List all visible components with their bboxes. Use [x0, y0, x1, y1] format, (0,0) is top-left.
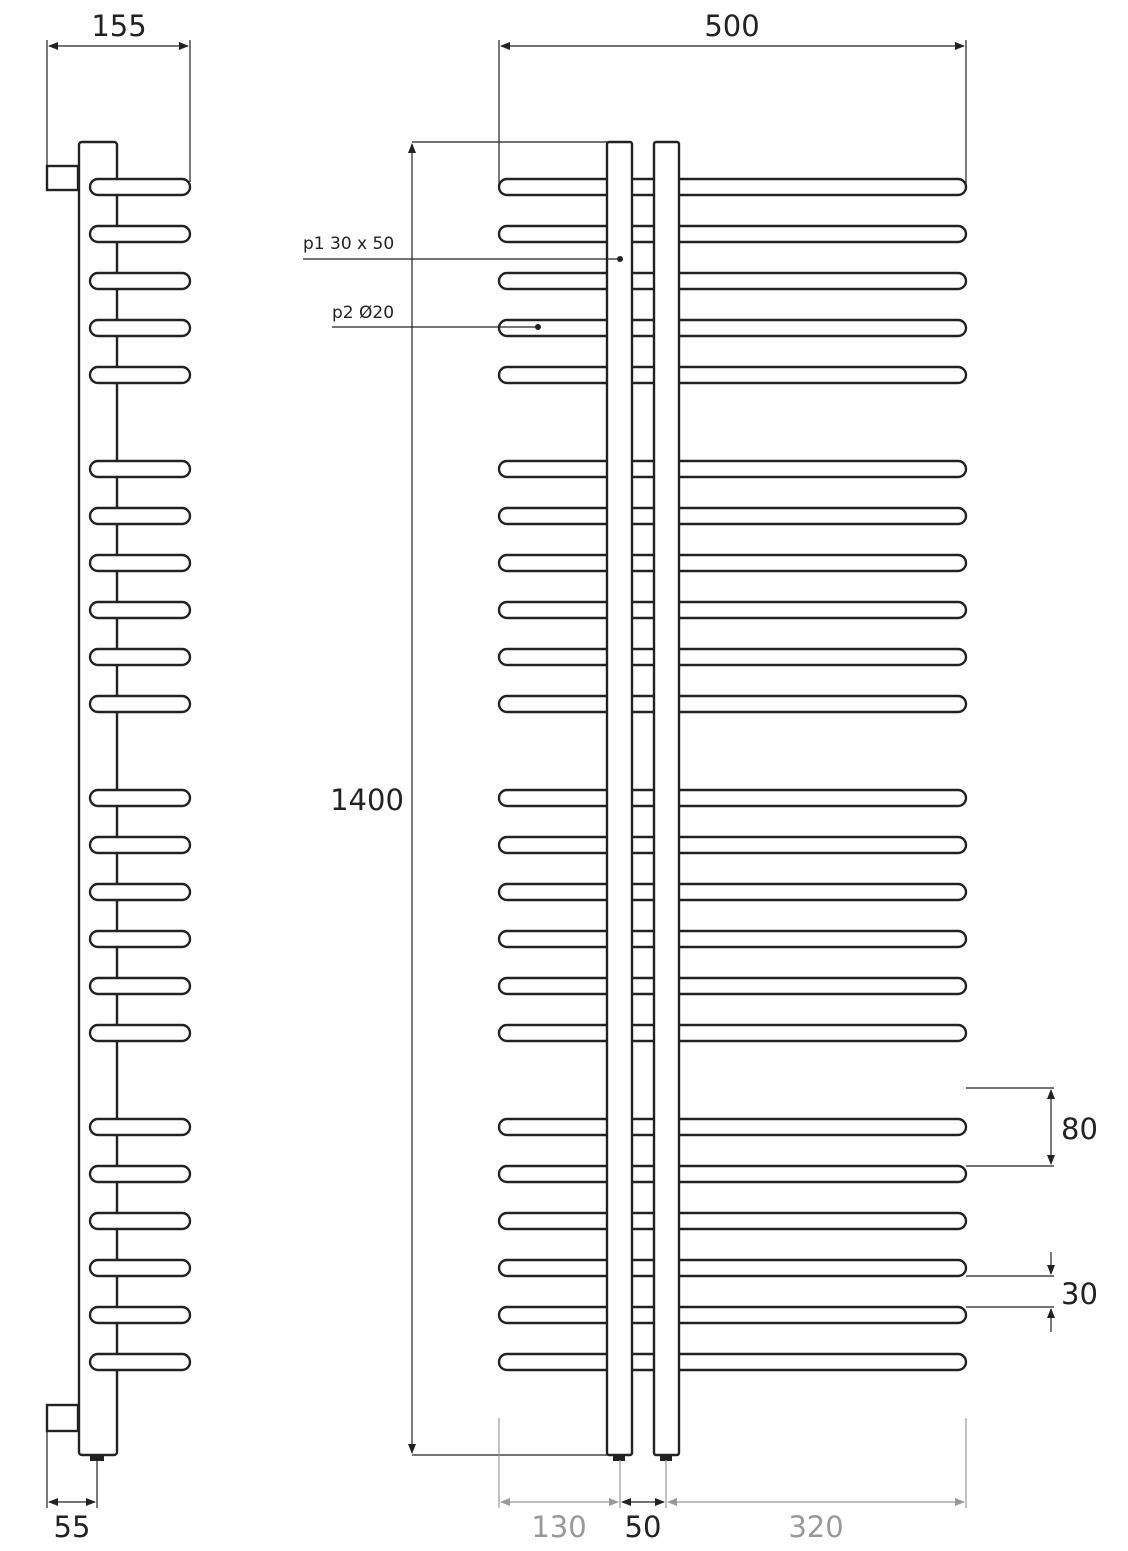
front-bar — [499, 649, 966, 665]
side-bar — [90, 555, 190, 571]
front-bar — [499, 931, 966, 947]
side-view — [47, 9, 190, 1544]
side-bar — [90, 1354, 190, 1370]
front-bar — [499, 1354, 966, 1370]
side-bar — [90, 790, 190, 806]
front-bar — [499, 226, 966, 242]
side-bar — [90, 1025, 190, 1041]
side-top-bracket — [47, 166, 78, 190]
side-bar — [90, 837, 190, 853]
profile-p1-label: p1 30 x 50 — [303, 234, 395, 254]
front-collector-right — [654, 142, 679, 1455]
side-bar — [90, 931, 190, 947]
front-bar — [499, 508, 966, 524]
side-bar — [90, 1119, 190, 1135]
side-bar — [90, 367, 190, 383]
side-bar — [90, 1260, 190, 1276]
side-depth-label: 155 — [91, 9, 147, 43]
front-bar — [499, 273, 966, 289]
front-bar — [499, 367, 966, 383]
front-bar — [499, 1213, 966, 1229]
side-bar — [90, 1166, 190, 1182]
side-bar — [90, 696, 190, 712]
bar-gap-label: 30 — [1061, 1277, 1098, 1311]
side-bar — [90, 461, 190, 477]
side-bar — [90, 1213, 190, 1229]
front-bar — [499, 602, 966, 618]
front-bar — [499, 179, 966, 195]
side-bar — [90, 649, 190, 665]
front-bar — [499, 837, 966, 853]
front-collector-left — [607, 142, 632, 1455]
left-offset-label: 130 — [531, 1510, 587, 1544]
wall-offset-label: 55 — [53, 1510, 91, 1544]
side-bar — [90, 179, 190, 195]
side-bar — [90, 320, 190, 336]
front-bar — [499, 884, 966, 900]
front-bar — [499, 320, 966, 336]
side-bar — [90, 602, 190, 618]
front-bar — [499, 1260, 966, 1276]
front-view — [303, 9, 1098, 1544]
front-bars — [499, 179, 966, 1370]
group-gap-label: 80 — [1061, 1112, 1098, 1146]
front-bar — [499, 978, 966, 994]
front-bar — [499, 1166, 966, 1182]
front-bar — [499, 696, 966, 712]
front-bar — [499, 1119, 966, 1135]
side-bar — [90, 226, 190, 242]
side-bar — [90, 508, 190, 524]
side-bar — [90, 884, 190, 900]
side-bar — [90, 273, 190, 289]
front-bar — [499, 555, 966, 571]
right-offset-label: 320 — [788, 1510, 844, 1544]
side-bar — [90, 978, 190, 994]
valve-left — [613, 1455, 625, 1461]
side-bottom-bracket — [47, 1405, 78, 1431]
front-bar — [499, 1307, 966, 1323]
front-bar — [499, 461, 966, 477]
width-label: 500 — [704, 9, 760, 43]
height-label: 1400 — [330, 783, 404, 817]
front-bar — [499, 1025, 966, 1041]
profile-p2-label: p2 Ø20 — [332, 303, 395, 323]
pipe-spacing-label: 50 — [624, 1510, 662, 1544]
side-bar — [90, 1307, 190, 1323]
front-bar — [499, 790, 966, 806]
